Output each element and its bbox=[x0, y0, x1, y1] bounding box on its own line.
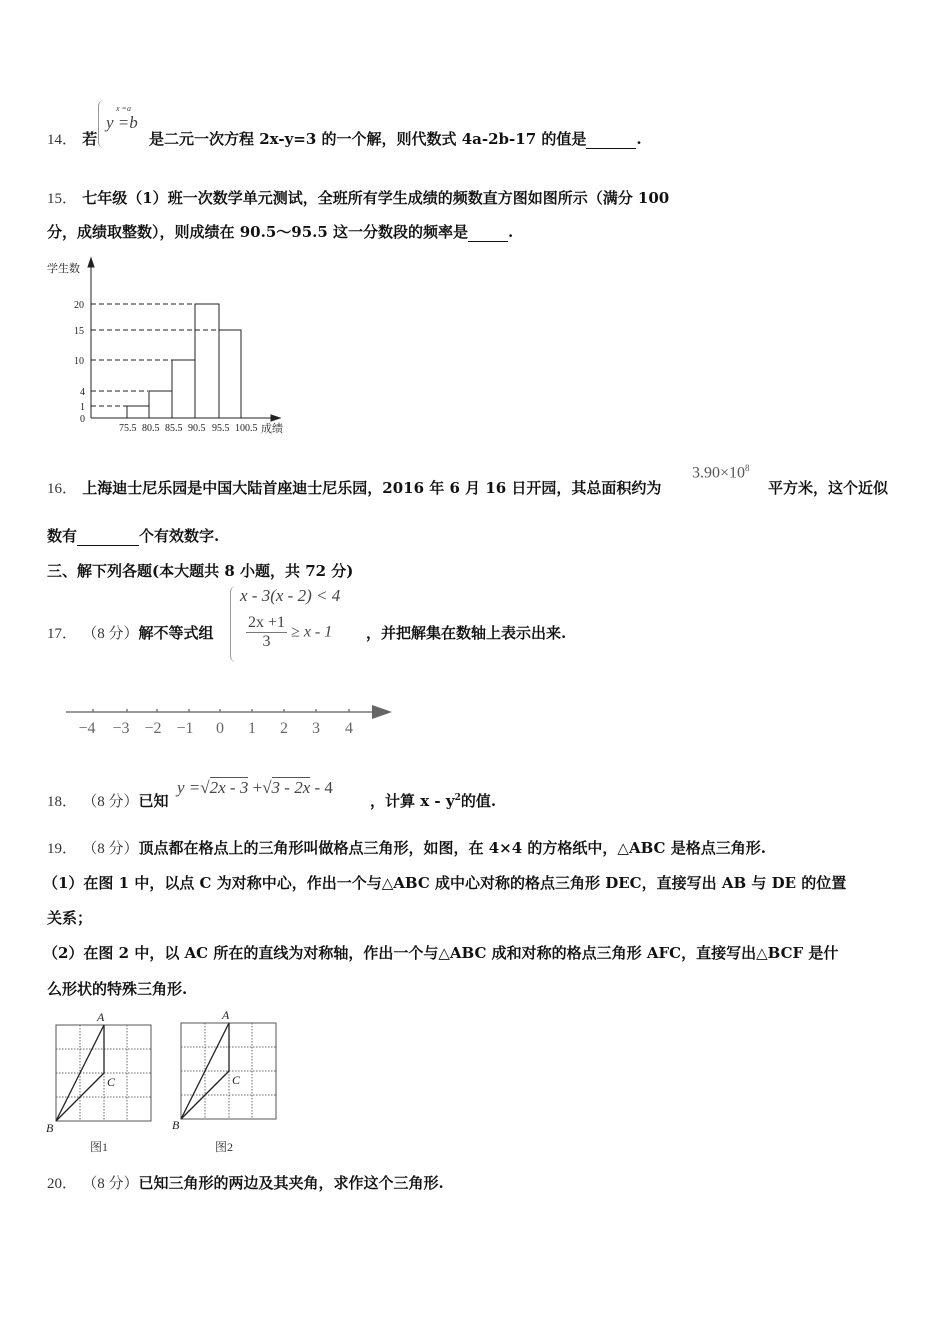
bar-75.5-80.5 bbox=[127, 406, 149, 418]
svg-text:4: 4 bbox=[80, 387, 85, 398]
answer-blank[interactable] bbox=[468, 223, 508, 242]
question-text: 是二元一次方程 2x-y=3 的一个解，则代数式 4a-2b-17 的值是 bbox=[149, 130, 587, 148]
svg-text:C: C bbox=[232, 1073, 241, 1087]
sci-notation bbox=[692, 463, 750, 482]
svg-text:A: A bbox=[222, 1008, 230, 1022]
svg-text:C: C bbox=[107, 1075, 116, 1089]
question-score: （8 分） bbox=[82, 794, 139, 810]
system-brace bbox=[98, 100, 105, 148]
question-text: 已知 bbox=[138, 792, 169, 810]
question-text: 七年级（1）班一次数学单元测试，全班所有学生成绩的频数直方图如图所示（满分 100 bbox=[82, 189, 670, 207]
question-text: 已知三角形的两边及其夹角，求作这个三角形. bbox=[138, 1174, 444, 1192]
figure-1 bbox=[46, 1010, 151, 1154]
question-number: 15． bbox=[47, 191, 78, 207]
svg-text:85.5: 85.5 bbox=[165, 423, 183, 434]
inequality-2 bbox=[246, 614, 332, 651]
question-14 bbox=[47, 128, 97, 149]
svg-text:B: B bbox=[172, 1118, 180, 1132]
svg-text:学生数: 学生数 bbox=[47, 263, 80, 275]
svg-text:2: 2 bbox=[280, 720, 288, 737]
punct: . bbox=[636, 130, 642, 148]
svg-text:−2: −2 bbox=[144, 720, 162, 737]
svg-text:图2: 图2 bbox=[215, 1140, 234, 1154]
number-line bbox=[50, 690, 410, 740]
question-text: 的值. bbox=[460, 792, 497, 810]
svg-text:80.5: 80.5 bbox=[142, 423, 160, 434]
question-16-line1-end: 平方米，这个近似 bbox=[768, 479, 889, 497]
svg-text:−3: −3 bbox=[112, 720, 130, 737]
svg-text:B: B bbox=[46, 1121, 54, 1135]
svg-text:图1: 图1 bbox=[90, 1140, 109, 1154]
bar-95.5-100.5 bbox=[219, 330, 241, 418]
question-number: 19． bbox=[47, 841, 78, 857]
svg-text:−4: −4 bbox=[78, 720, 96, 737]
sqrt-icon: √ bbox=[200, 778, 210, 797]
system-eq-top: x =a bbox=[116, 104, 131, 113]
question-19-line1 bbox=[47, 837, 766, 858]
svg-text:A: A bbox=[97, 1010, 105, 1024]
question-number: 16． bbox=[47, 481, 78, 497]
inequality-1: x - 3(x - 2) < 4 bbox=[240, 586, 341, 605]
svg-text:20: 20 bbox=[74, 300, 84, 311]
svg-text:3: 3 bbox=[312, 720, 320, 737]
question-20 bbox=[47, 1172, 444, 1193]
svg-text:0: 0 bbox=[80, 414, 85, 425]
section-title: 三、解下列各题(本大题共 8 小题，共 72 分) bbox=[47, 562, 354, 580]
sci-mantissa: 3.90×10 bbox=[692, 464, 746, 482]
question-19-line2: （1）在图 1 中，以点 C 为对称中心，作出一个与△ABC 成中心对称的格点三角形 DEC，直接写出 AB 与 DE 的位置 bbox=[43, 874, 847, 892]
question-16-line1 bbox=[47, 477, 661, 498]
bar-90.5-95.5 bbox=[195, 304, 219, 418]
exponent: 2 bbox=[454, 793, 461, 803]
bar-85.5-90.5 bbox=[172, 360, 195, 418]
bar-80.5-85.5 bbox=[149, 391, 172, 418]
svg-text:1: 1 bbox=[80, 402, 85, 413]
svg-text:1: 1 bbox=[248, 720, 256, 737]
question-text: 解不等式组 bbox=[138, 624, 214, 642]
question-text: 若 bbox=[82, 130, 98, 148]
svg-text:100.5: 100.5 bbox=[235, 423, 258, 434]
question-text: 上海迪士尼乐园是中国大陆首座迪士尼乐园，2016 年 6 月 16 日开园，其总面积约为 bbox=[82, 479, 662, 497]
question-19-line5: 么形状的特殊三角形. bbox=[47, 980, 188, 998]
plus: + bbox=[252, 778, 263, 797]
system-eq-bottom: y =b bbox=[106, 113, 138, 132]
inequality-rhs: ≥ x - 1 bbox=[291, 623, 333, 641]
question-15-line1 bbox=[47, 187, 669, 208]
question-18-end bbox=[370, 790, 496, 811]
frequency-histogram bbox=[40, 255, 300, 440]
svg-text:成绩: 成绩 bbox=[261, 423, 283, 435]
answer-blank[interactable] bbox=[586, 130, 636, 149]
question-score: （8 分） bbox=[82, 1176, 139, 1192]
question-number: 20． bbox=[47, 1176, 78, 1192]
svg-text:90.5: 90.5 bbox=[188, 423, 206, 434]
arrow-icon bbox=[372, 705, 392, 719]
question-text: 数有 bbox=[47, 527, 78, 545]
svg-text:95.5: 95.5 bbox=[212, 423, 230, 434]
system-brace bbox=[230, 586, 237, 662]
question-score: （8 分） bbox=[82, 841, 139, 857]
svg-text:0: 0 bbox=[216, 720, 224, 737]
question-17 bbox=[47, 622, 214, 643]
y-axis-arrow-icon bbox=[88, 258, 94, 267]
question-16-line2 bbox=[47, 525, 219, 546]
question-text: ，计算 x - y bbox=[370, 792, 455, 810]
fraction-denominator: 3 bbox=[262, 633, 271, 650]
question-text: 顶点都在格点上的三角形叫做格点三角形，如图，在 4×4 的方格纸中，△ABC 是格点三角形. bbox=[138, 839, 766, 857]
question-text: 个有效数字. bbox=[139, 527, 220, 545]
svg-text:75.5: 75.5 bbox=[119, 423, 137, 434]
radicand-1: 2x - 3 bbox=[209, 778, 249, 797]
svg-text:10: 10 bbox=[74, 356, 84, 367]
formula bbox=[177, 778, 333, 798]
question-number: 14． bbox=[47, 132, 78, 148]
svg-text:−1: −1 bbox=[176, 720, 194, 737]
svg-text:15: 15 bbox=[74, 326, 84, 337]
question-19-line4: （2）在图 2 中，以 AC 所在的直线为对称轴，作出一个与△ABC 成和对称的格点三角形 AFC，直接写出△BCF 是什 bbox=[43, 944, 839, 962]
constant: - 4 bbox=[314, 778, 333, 797]
grid-figures bbox=[40, 1005, 300, 1165]
question-17-end: ，并把解集在数轴上表示出来. bbox=[366, 624, 567, 642]
punct: . bbox=[508, 223, 514, 241]
answer-blank[interactable] bbox=[77, 527, 139, 546]
formula-lhs: y = bbox=[177, 778, 201, 797]
question-number: 17． bbox=[47, 626, 78, 642]
question-score: （8 分） bbox=[82, 626, 139, 642]
x-axis-arrow-icon bbox=[271, 415, 280, 421]
question-15-line2 bbox=[47, 221, 513, 242]
svg-text:4: 4 bbox=[345, 720, 353, 737]
question-number: 18． bbox=[47, 794, 78, 810]
question-19-line3: 关系； bbox=[47, 909, 93, 927]
figure-2 bbox=[172, 1008, 276, 1154]
radicand-2: 3 - 2x bbox=[271, 778, 311, 797]
sqrt-icon: √ bbox=[262, 778, 272, 797]
question-18 bbox=[47, 790, 169, 811]
fraction-numerator: 2x +1 bbox=[248, 614, 286, 631]
question-14-body bbox=[149, 128, 642, 149]
question-text: 分，成绩取整数），则成绩在 90.5～95.5 这一分数段的频率是 bbox=[47, 223, 469, 241]
sci-exponent: 8 bbox=[745, 463, 750, 473]
